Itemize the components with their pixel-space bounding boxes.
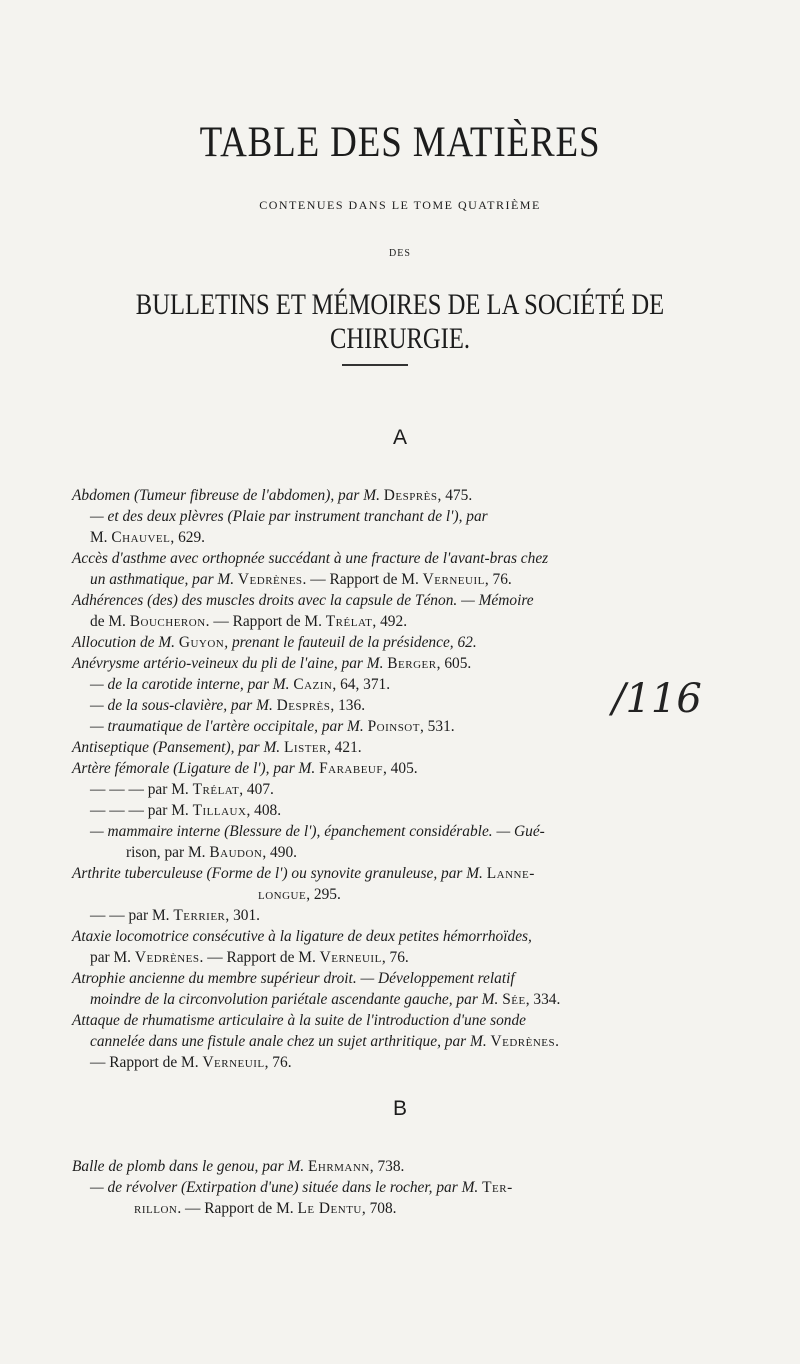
section-letter-a: A — [392, 426, 407, 449]
section-letter-b: B — [392, 1097, 407, 1120]
index-entry: — et des deux plèvres (Plaie par instrument tranchant de l'), par — [90, 508, 488, 525]
index-entry: cannelée dans une fistule anale chez un sujet arthritique, par M. Vedrènes. — [90, 1033, 560, 1050]
index-entry: Ataxie locomotrice consécutive à la ligature de deux petites hémorrhoïdes, — [72, 928, 532, 945]
subtitle: CONTENUES DANS LE TOME QUATRIÈME — [259, 198, 541, 212]
index-entry: Allocution de M. Guyon, prenant le fauteuil de la présidence, 62. — [72, 634, 477, 651]
index-entry: un asthmatique, par M. Vedrènes. — Rapport de M. Verneuil, 76. — [90, 571, 512, 588]
index-entry: Accès d'asthme avec orthopnée succédant à une fracture de l'avant-bras chez — [72, 550, 549, 567]
section-b-entries — [72, 1156, 676, 1219]
handwritten-annotation: /116 — [612, 676, 702, 722]
index-entry: — — — par M. Trélat, 407. — [90, 781, 274, 798]
section-a-entries — [72, 485, 676, 1073]
journal-title: BULLETINS ET MÉMOIRES DE LA SOCIÉTÉ DE CHIRURGIE. — [135, 288, 665, 355]
index-entry: Arthrite tuberculeuse (Forme de l') ou synovite granuleuse, par M. Lanne- — [72, 865, 535, 882]
index-entry: Artère fémorale (Ligature de l'), par M. Farabeuf, 405. — [72, 760, 418, 777]
page-title: TABLE DES MATIÈRES — [199, 119, 601, 166]
index-entry: — de révolver (Extirpation d'une) située dans le rocher, par M. Ter- — [90, 1179, 513, 1196]
index-entry: Anévrysme artério-veineux du pli de l'aine, par M. Berger, 605. — [72, 655, 472, 672]
index-entry: Attaque de rhumatisme articulaire à la suite de l'introduction d'une sonde — [72, 1012, 527, 1029]
index-entry: moindre de la circonvolution pariétale ascendante gauche, par M. Sée, 334. — [90, 991, 561, 1008]
divider — [342, 364, 408, 366]
subtitle-des: DES — [389, 248, 411, 259]
index-entry: de M. Boucheron. — Rapport de M. Trélat, 492. — [90, 613, 408, 630]
index-entry: Atrophie ancienne du membre supérieur droit. — Développement relatif — [72, 970, 515, 987]
index-entry: par M. Vedrènes. — Rapport de M. Verneuil, 76. — [90, 949, 409, 966]
index-entry: Balle de plomb dans le genou, par M. Ehrmann, 738. — [72, 1158, 405, 1175]
index-entry: — — — par M. Tillaux, 408. — [90, 802, 282, 819]
index-entry: longue, 295. — [258, 886, 341, 903]
index-entry: — mammaire interne (Blessure de l'), épanchement considérable. — Gué- — [90, 823, 545, 840]
index-entry: Abdomen (Tumeur fibreuse de l'abdomen), par M. Desprès, 475. — [72, 487, 473, 504]
index-entry: rison, par M. Baudon, 490. — [126, 844, 297, 861]
index-entry: rillon. — Rapport de M. Le Dentu, 708. — [134, 1200, 397, 1217]
index-entry: — traumatique de l'artère occipitale, par M. Poinsot, 531. — [90, 718, 455, 735]
index-entry: — Rapport de M. Verneuil, 76. — [90, 1054, 292, 1071]
index-entry: Adhérences (des) des muscles droits avec la capsule de Ténon. — Mémoire — [72, 592, 534, 609]
index-entry: Antiseptique (Pansement), par M. Lister, 421. — [72, 739, 362, 756]
index-entry: — de la carotide interne, par M. Cazin, 64, 371. — [90, 676, 391, 693]
index-entry: M. Chauvel, 629. — [90, 529, 206, 546]
index-entry: — — par M. Terrier, 301. — [90, 907, 261, 924]
index-entry: — de la sous-clavière, par M. Desprès, 136. — [90, 697, 366, 714]
